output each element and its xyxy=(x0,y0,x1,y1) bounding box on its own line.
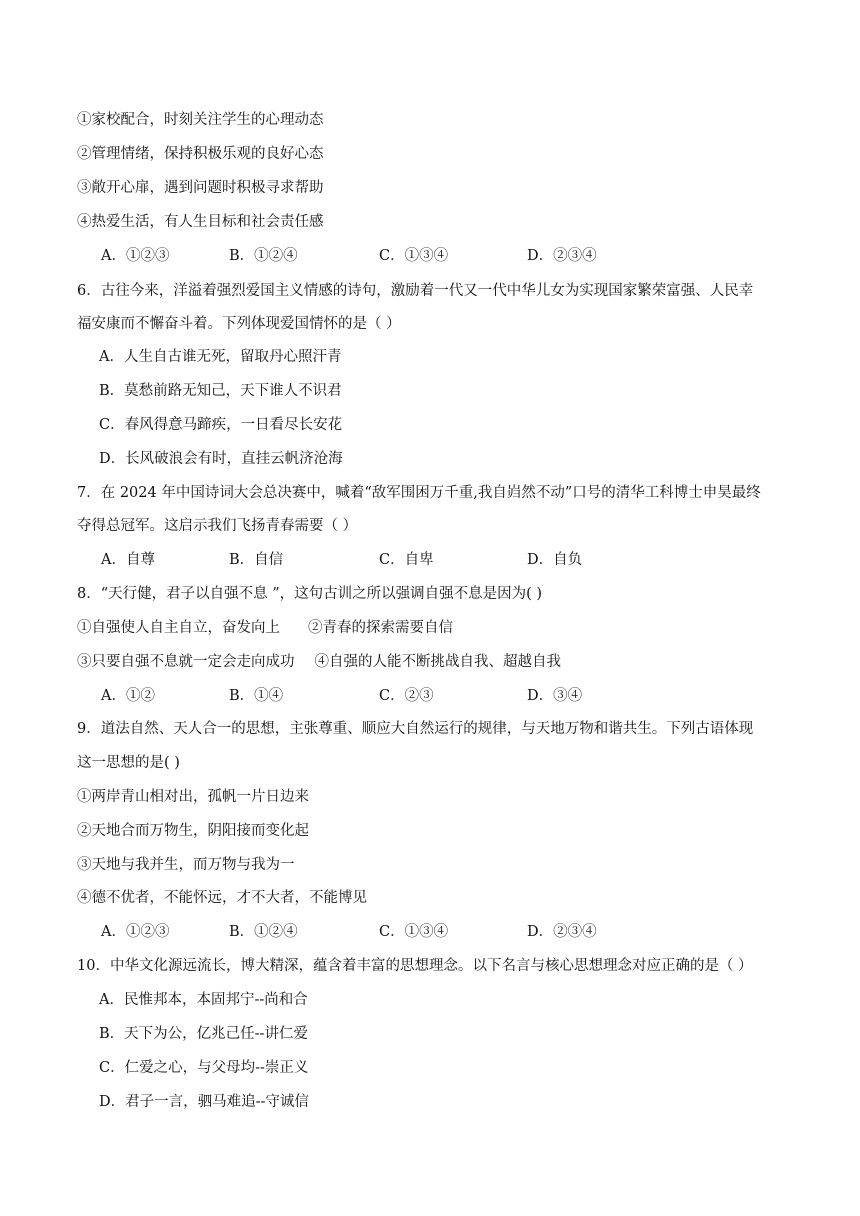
q9-options xyxy=(101,922,761,942)
q5-item-3: ③敞开心扉，遇到问题时积极寻求帮助 xyxy=(77,180,324,196)
q9-option-d[interactable]: D．②③④ xyxy=(527,924,597,940)
q8-item-4: ④自强的人能不断挑战自我、超越自我 xyxy=(314,654,561,670)
q8-stem: 8．“天行健，君子以自强不息 ”，这句古训之所以强调自强不息是因为( ) xyxy=(77,586,543,602)
q8-option-c[interactable]: C．②③ xyxy=(379,688,434,704)
q8-item-2: ②青春的探索需要自信 xyxy=(308,620,453,636)
q7-option-c[interactable]: C．自卑 xyxy=(379,552,434,568)
q7-option-b[interactable]: B．自信 xyxy=(229,552,284,568)
q5-item-1: ①家校配合，时刻关注学生的心理动态 xyxy=(77,112,324,128)
q5-item-2: ②管理情绪，保持积极乐观的良好心态 xyxy=(77,146,324,162)
q6-option-c[interactable]: C．春风得意马蹄疾，一日看尽长安花 xyxy=(99,417,343,433)
q6-option-a[interactable]: A．人生自古谁无死，留取丹心照汗青 xyxy=(99,349,342,365)
q8-options xyxy=(101,686,761,706)
q9-item-4: ④德不优者，不能怀远，才不大者，不能博见 xyxy=(77,890,367,906)
q8-item-3: ③只要自强不息就一定会走向成功 xyxy=(77,654,295,670)
q6-option-b[interactable]: B．莫愁前路无知己，天下谁人不识君 xyxy=(99,383,342,399)
q8-option-b[interactable]: B．①④ xyxy=(229,688,284,704)
q9-item-3: ③天地与我并生，而万物与我为一 xyxy=(77,857,295,873)
q6-stem-line1: 6．古往今来，洋溢着强烈爱国主义情感的诗句，激励着一代又一代中华儿女为实现国家繁荣富强、人民幸 xyxy=(77,283,754,299)
q6-stem-line2: 福安康而不懈奋斗着。下列体现爱国情怀的是（ ） xyxy=(77,316,401,332)
q8-option-a[interactable]: A．①② xyxy=(101,688,155,704)
q10-option-b[interactable]: B．天下为公，亿兆己任--讲仁爱 xyxy=(99,1026,308,1042)
q9-stem-line1: 9．道法自然、天人合一的思想，主张尊重、顺应大自然运行的规律，与天地万物和谐共生。下列古语体现 xyxy=(77,721,754,737)
q9-item-2: ②天地合而万物生，阴阳接而变化起 xyxy=(77,823,309,839)
q5-option-d[interactable]: D．②③④ xyxy=(527,248,597,264)
q8-items-row1 xyxy=(77,618,800,638)
q7-stem-line1: 7．在 2024 年中国诗词大会总决赛中，喊着“敌军围困万千重,我自岿然不动”口号的清华工科博士申昊最终 xyxy=(77,485,761,501)
q7-option-a[interactable]: A．自尊 xyxy=(101,552,155,568)
q8-item-1: ①自强使人自主自立，奋发向上 xyxy=(77,620,280,636)
q10-option-c[interactable]: C．仁爱之心，与父母均--崇正义 xyxy=(99,1060,309,1076)
q5-options xyxy=(101,246,761,266)
q10-option-d[interactable]: D．君子一言，驷马难追--守诚信 xyxy=(99,1094,309,1110)
q10-option-a[interactable]: A．民惟邦本，本固邦宁--尚和合 xyxy=(99,992,308,1008)
q8-items-row2 xyxy=(77,652,800,672)
q5-option-a[interactable]: A．①②③ xyxy=(101,248,170,264)
q5-option-b[interactable]: B．①②④ xyxy=(229,248,298,264)
q5-item-4: ④热爱生活，有人生目标和社会责任感 xyxy=(77,214,324,230)
q8-option-d[interactable]: D．③④ xyxy=(527,688,583,704)
q9-stem-line2: 这一思想的是( ) xyxy=(77,755,180,771)
q7-stem-line2: 夺得总冠军。这启示我们飞扬青春需要（ ） xyxy=(77,518,358,534)
q6-option-d[interactable]: D．长风破浪会有时，直挂云帆济沧海 xyxy=(99,451,343,467)
q7-option-d[interactable]: D．自负 xyxy=(527,552,583,568)
q9-option-c[interactable]: C．①③④ xyxy=(379,924,449,940)
q5-option-c[interactable]: C．①③④ xyxy=(379,248,449,264)
q9-item-1: ①两岸青山相对出，孤帆一片日边来 xyxy=(77,789,309,805)
q7-options xyxy=(101,550,761,570)
q9-option-b[interactable]: B．①②④ xyxy=(229,924,298,940)
q9-option-a[interactable]: A．①②③ xyxy=(101,924,170,940)
q10-stem: 10．中华文化源远流长，博大精深，蕴含着丰富的思想理念。以下名言与核心思想理念对应正确的是（ ） xyxy=(77,958,753,974)
